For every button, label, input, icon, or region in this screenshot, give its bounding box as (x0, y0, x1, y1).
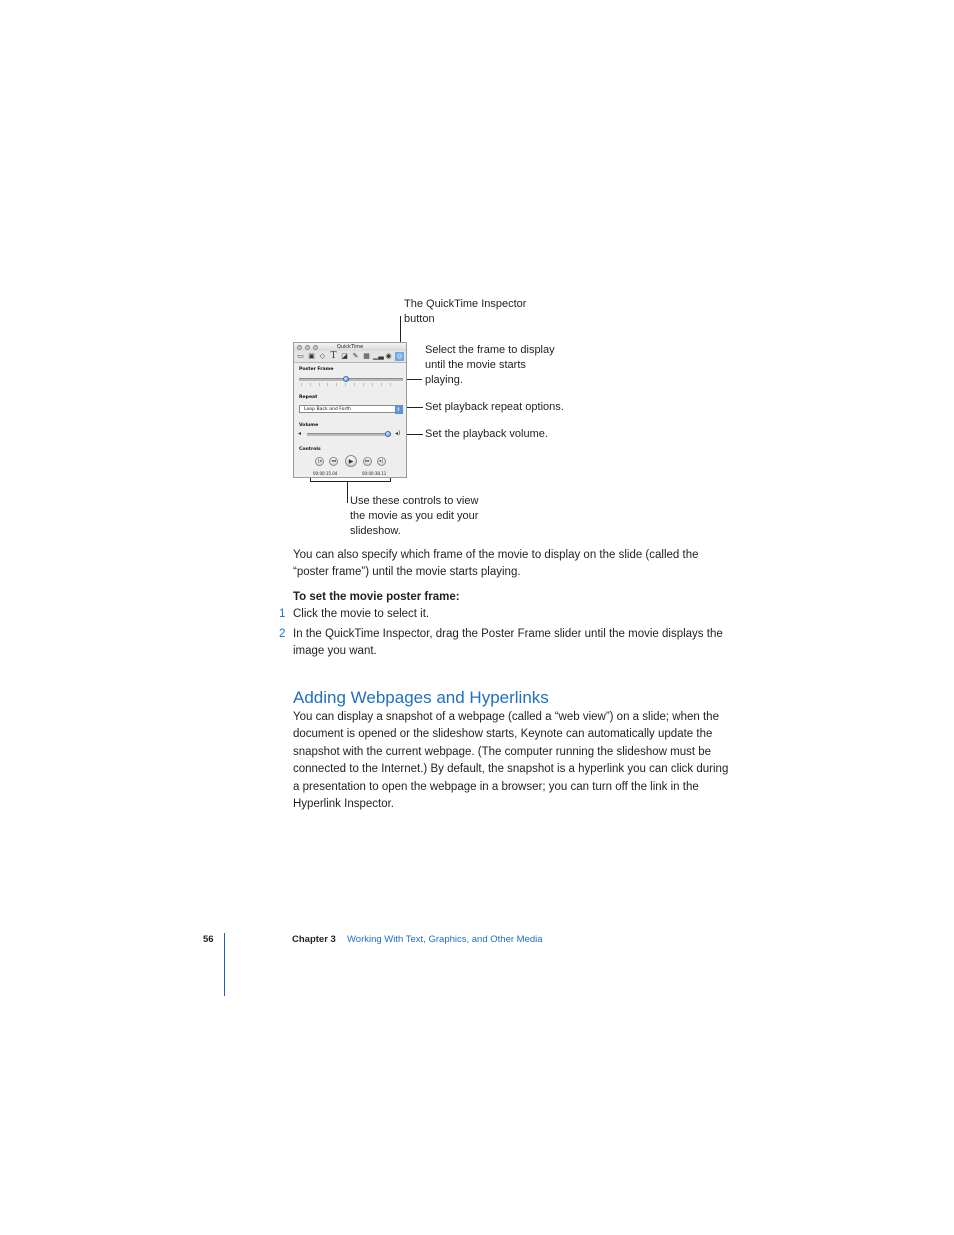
poster-frame-label: Poster Frame (299, 367, 334, 372)
build-icon[interactable]: ◇ (319, 352, 326, 360)
controls-label: Controls (299, 447, 321, 452)
footer-rule (224, 933, 225, 996)
callout-repeat: Set playback repeat options. (425, 401, 564, 413)
task-heading: To set the movie poster frame: (293, 591, 460, 603)
minimize-window-button[interactable] (305, 345, 310, 350)
volume-label: Volume (299, 423, 319, 428)
time-start: 00:00:15.04 (313, 471, 338, 476)
popup-arrows-icon: ⇕ (396, 406, 401, 413)
repeat-popup-value: Loop Back and Forth (304, 407, 352, 412)
section-paragraph: You can display a snapshot of a webpage (called a “web view”) on a slide; when the document is opened or the slideshow starts, Keynote can automatically update the snapshot with the current webpage. (The computer running the slideshow must be connected to the Internet.) By default, the snapshot is a hyperlink you can click during a presentation to open the webpage in a browser; you can turn off the link in the Hyperlink Inspector. (293, 711, 729, 811)
zoom-window-button[interactable] (313, 345, 318, 350)
volume-slider-knob[interactable] (385, 431, 391, 437)
rewind-button[interactable]: ◂◂ (329, 457, 338, 466)
volume-low-icon: ◂ (298, 430, 302, 437)
step-2-text: In the QuickTime Inspector, drag the Poster Frame slider until the movie displays the image you want. (293, 628, 723, 658)
slide-icon[interactable]: ▣ (308, 352, 315, 360)
poster-frame-ticks (301, 383, 399, 386)
table-icon[interactable]: ▦ (363, 352, 370, 360)
text-icon[interactable]: T (330, 351, 337, 361)
callout-inspector-button: The QuickTime Inspector button (404, 298, 527, 325)
callout-line-controls (347, 481, 348, 503)
fast-forward-button[interactable]: ▸▸ (363, 457, 372, 466)
repeat-label: Repeat (299, 395, 318, 400)
chapter-title: Working With Text, Graphics, and Other Media (347, 934, 543, 945)
callout-poster-frame: Select the frame to display until the movie starts playing. (425, 344, 555, 386)
poster-frame-track[interactable] (299, 378, 403, 381)
chart-icon[interactable]: ▁▃ (373, 352, 384, 360)
metrics-icon[interactable]: ✎ (352, 352, 359, 360)
callout-volume: Set the playback volume. (425, 428, 548, 440)
callout-controls: Use these controls to view the movie as you edit your slideshow. (350, 495, 479, 537)
quicktime-icon[interactable]: ◎ (396, 352, 403, 360)
quicktime-inspector-panel (293, 342, 407, 478)
step-1-number: 1 (279, 608, 286, 620)
document-icon[interactable]: ▭ (297, 352, 304, 360)
page-number: 56 (203, 934, 214, 945)
go-to-end-button[interactable]: ▸| (377, 457, 386, 466)
inspector-toolbar (294, 351, 406, 363)
step-1-text: Click the movie to select it. (293, 608, 430, 620)
section-heading: Adding Webpages and Hyperlinks (293, 688, 549, 707)
panel-title: QuickTime (336, 344, 364, 350)
go-to-start-button[interactable]: |◂ (315, 457, 324, 466)
chapter-label: Chapter 3 (292, 934, 336, 945)
step-2-number: 2 (279, 628, 286, 640)
intro-paragraph: You can also specify which frame of the movie to display on the slide (called the “poster frame”) until the movie starts playing. (293, 549, 699, 579)
time-end: 00:00:38.11 (362, 471, 387, 476)
volume-track[interactable] (307, 433, 391, 436)
poster-frame-slider-knob[interactable] (343, 376, 349, 382)
volume-high-icon: ◂) (395, 430, 401, 437)
close-window-button[interactable] (297, 345, 302, 350)
repeat-popup[interactable] (299, 405, 403, 413)
graphic-icon[interactable]: ◪ (341, 352, 348, 360)
hyperlink-icon[interactable]: ◉ (385, 352, 392, 360)
callout-bracket (310, 481, 391, 482)
play-button[interactable]: ▶ (345, 455, 357, 467)
callout-bracket-right (390, 478, 391, 481)
